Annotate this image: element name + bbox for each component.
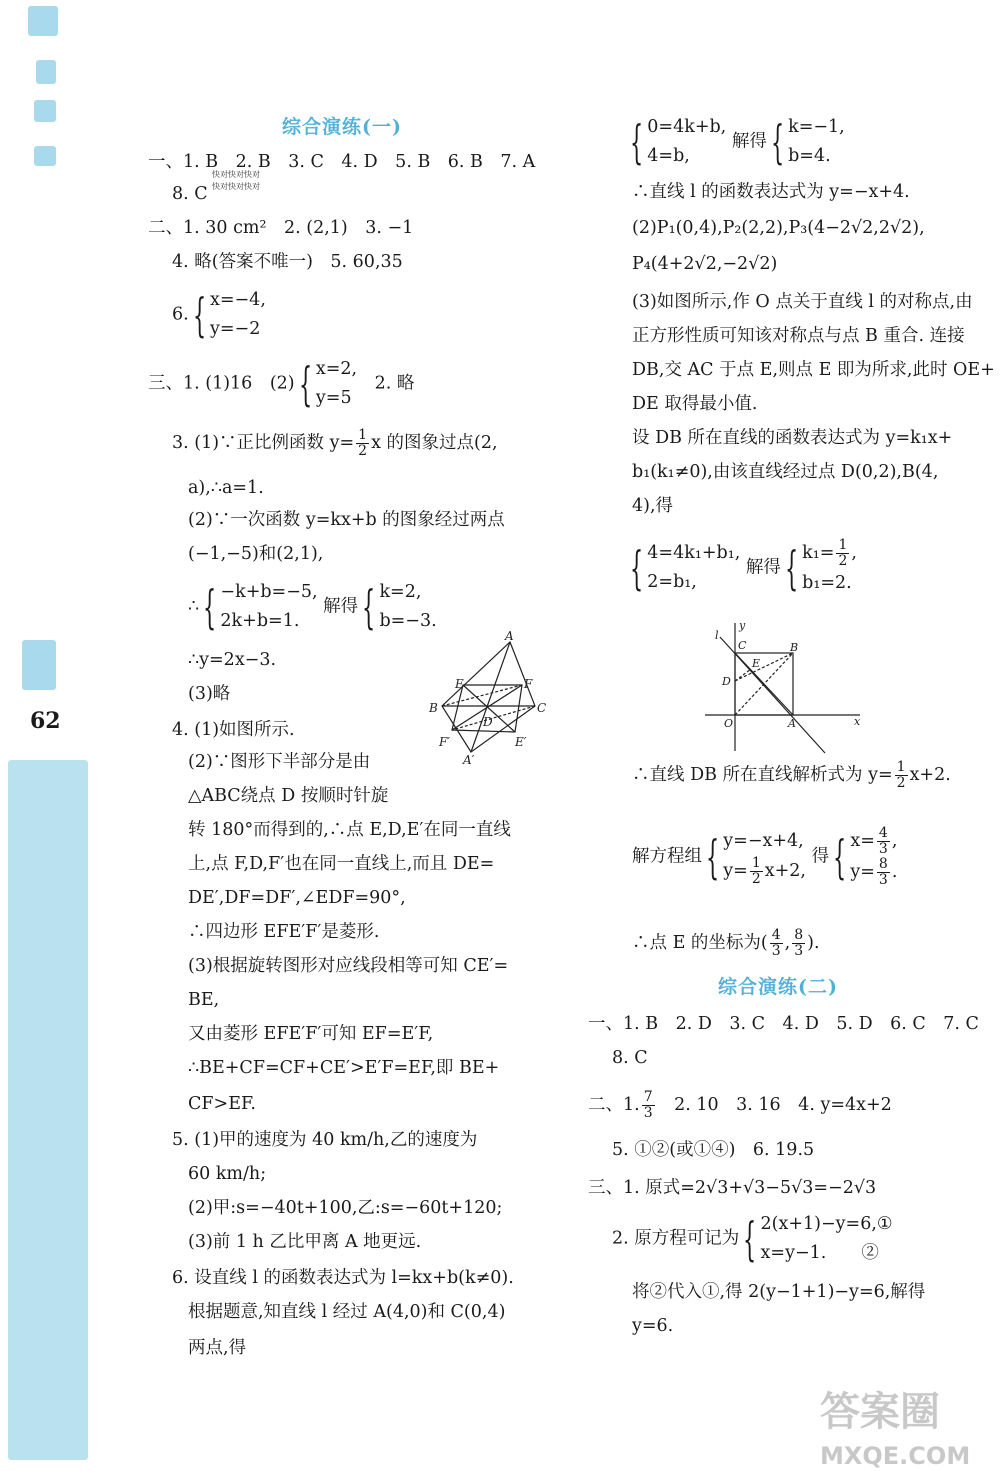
coordinate-figure bbox=[700, 615, 870, 755]
answer-line: 8. C bbox=[612, 1048, 648, 1068]
brace-icon: { bbox=[630, 541, 644, 595]
page-number: 62 bbox=[30, 708, 61, 734]
answer-line: ∴直线 l 的函数表达式为 y=−x+4. bbox=[632, 182, 910, 202]
stamp-text: 快对快对快对 bbox=[212, 170, 260, 179]
answer-line: 上,点 F,D,F′也在同一直线上,而且 DE= bbox=[188, 854, 495, 874]
margin-strip bbox=[28, 6, 58, 36]
answer-line: 又由菱形 EFE′F′可知 EF=E′F, bbox=[188, 1024, 434, 1044]
answer-line: (2)∵一次函数 y=kx+b 的图象经过两点 bbox=[188, 510, 505, 530]
margin-strip bbox=[36, 60, 56, 84]
answer-line: 将②代入①,得 2(y−1+1)−y=6,解得 bbox=[632, 1282, 926, 1302]
point-label: D bbox=[483, 715, 493, 729]
point-label: E bbox=[752, 657, 761, 670]
answer-line: (3)如图所示,作 O 点关于直线 l 的对称点,由 bbox=[632, 292, 973, 312]
answer-line: y=6. bbox=[632, 1316, 674, 1336]
answer-line: a),∴a=1. bbox=[188, 478, 264, 498]
answer-line: 三、1. 原式=2√3+√3−5√3=−2√3 bbox=[588, 1178, 877, 1198]
answer-line: 一、1. B 2. D 3. C 4. D 5. D 6. C 7. C bbox=[588, 1014, 979, 1034]
equation-system: 2. 原方程可记为{ 2(x+1)−y=6,① x=y−1. ② bbox=[612, 1212, 893, 1266]
fraction: $\frac{7}{3}$ bbox=[643, 1089, 653, 1121]
point-label: E bbox=[455, 677, 464, 691]
point-label: B bbox=[790, 641, 799, 654]
equation-system: { 4=4k₁+b₁, 2=b₁, 解得{ k₁= $\frac{1}{2}$ , b₁=2. bbox=[630, 537, 857, 595]
fraction: $\frac{8}{3}$ bbox=[794, 927, 804, 959]
answer-line: (2)P₁(0,4),P₂(2,2),P₃(4−2√2,2√2), bbox=[632, 218, 925, 238]
answer-line: (3)前 1 h 乙比甲离 A 地更远. bbox=[188, 1232, 422, 1252]
point-label: E′ bbox=[515, 735, 527, 749]
brace-icon: { bbox=[784, 541, 799, 595]
brace-icon: { bbox=[298, 357, 312, 411]
answer-line: DE 取得最小值. bbox=[632, 394, 758, 414]
answer-line: (3)根据旋转图形对应线段相等可知 CE′= bbox=[188, 956, 509, 976]
equation-system: 三、1. (1)16 (2){ x=2, y=5 2. 略 bbox=[148, 357, 415, 411]
fraction: $\frac{4}{3}$ bbox=[878, 825, 888, 857]
brace-icon: { bbox=[770, 115, 785, 169]
answer-line: 4. (1)如图所示. bbox=[172, 720, 295, 740]
point-label: F′ bbox=[439, 735, 451, 749]
answer-line: 60 km/h; bbox=[188, 1164, 267, 1184]
point-label: D bbox=[722, 675, 731, 688]
margin-strip bbox=[22, 640, 56, 690]
brace-icon: { bbox=[630, 115, 644, 169]
axis-label: y bbox=[739, 619, 746, 632]
fraction: $\frac{8}{3}$ bbox=[878, 856, 888, 888]
answer-line: BE, bbox=[188, 990, 220, 1010]
point-label: C bbox=[537, 701, 547, 715]
axis-label: x bbox=[854, 715, 861, 728]
answer-line: (2)甲:s=−40t+100,乙:s=−60t+120; bbox=[188, 1198, 503, 1218]
answer-line: △ABC绕点 D 按顺时针旋 bbox=[188, 786, 389, 806]
fraction: $\frac{1}{2}$ bbox=[896, 759, 906, 791]
answer-line: (−1,−5)和(2,1), bbox=[188, 544, 324, 564]
answer-line: ∴四边形 EFE′F′是菱形. bbox=[188, 922, 380, 942]
answer-line: DB,交 AC 于点 E,则点 E 即为所求,此时 OE+ bbox=[632, 360, 995, 380]
brace-icon: { bbox=[362, 580, 376, 634]
section-title: 综合演练(一) bbox=[282, 116, 402, 138]
answer-line: ∴点 E 的坐标为( $\frac{4}{3}$ , $\frac{8}{3}$ ). bbox=[632, 927, 820, 959]
fraction: $\frac{1}{2}$ bbox=[838, 537, 848, 569]
answer-line: 根据题意,知直线 l 经过 A(4,0)和 C(0,4) bbox=[188, 1302, 506, 1322]
answer-line: CF>EF. bbox=[188, 1094, 256, 1114]
answer-line: 两点,得 bbox=[188, 1338, 247, 1358]
brace-icon: { bbox=[833, 830, 847, 884]
line-label: l bbox=[715, 629, 719, 642]
answer-line: 二、1. $\frac{7}{3}$ 2. 10 3. 16 4. y=4x+2 bbox=[588, 1089, 892, 1121]
answer-line: (2)∵图形下半部分是由 bbox=[188, 752, 371, 772]
answer-line: (3)略 bbox=[188, 684, 231, 704]
equation-system: 6.{ x=−4, y=−2 bbox=[172, 288, 266, 342]
margin-strip bbox=[34, 146, 56, 166]
brace-icon: { bbox=[192, 288, 206, 342]
answer-line: 正方形性质可知该对称点与点 B 重合. 连接 bbox=[632, 326, 965, 346]
point-label: A′ bbox=[463, 753, 475, 765]
brace-icon: { bbox=[706, 830, 720, 884]
answer-line: b₁(k₁≠0),由该直线经过点 D(0,2),B(4, bbox=[632, 462, 939, 482]
answer-line: 5. ①②(或①④) 6. 19.5 bbox=[612, 1140, 815, 1160]
answer-line: 转 180°而得到的,∴点 E,D,E′在同一直线 bbox=[188, 820, 511, 840]
point-label: A bbox=[788, 717, 796, 730]
rhombus-figure bbox=[425, 630, 550, 765]
stamp-text: 快对快对快对 bbox=[212, 182, 260, 191]
answer-line: 6. 设直线 l 的函数表达式为 l=kx+b(k≠0). bbox=[172, 1268, 514, 1288]
answer-line: 3. (1)∵正比例函数 y= $\frac{1}{2}$ x 的图象过点(2, bbox=[172, 427, 498, 459]
answer-line: 8. C bbox=[172, 184, 208, 204]
point-label: B bbox=[429, 701, 438, 715]
point-label: F bbox=[524, 677, 533, 691]
equation-system: 解方程组{ y=−x+4, y= $\frac{1}{2}$ x+2, 得{ x= $\frac{4}{3}$ , y= $\frac{8}{3}$ . bbox=[632, 825, 898, 888]
margin-strip bbox=[34, 100, 56, 122]
answer-line: 二、1. 30 cm² 2. (2,1) 3. −1 bbox=[148, 218, 414, 238]
answer-line: 设 DB 所在直线的函数表达式为 y=k₁x+ bbox=[632, 428, 953, 448]
fraction: $\frac{1}{2}$ bbox=[751, 855, 761, 887]
answer-line: ∴BE+CF=CF+CE′>E′F=EF,即 BE+ bbox=[188, 1058, 500, 1078]
answer-line: ∴y=2x−3. bbox=[188, 650, 277, 670]
answer-line: ∴直线 DB 所在直线解析式为 y= $\frac{1}{2}$ x+2. bbox=[632, 759, 951, 791]
equation-system: { 0=4k+b, 4=b, 解得{ k=−1, b=4. bbox=[630, 115, 845, 169]
margin-strip bbox=[8, 760, 88, 1460]
answer-line: 4),得 bbox=[632, 496, 674, 516]
fraction: $\frac{1}{2}$ bbox=[358, 427, 368, 459]
answer-line: 5. (1)甲的速度为 40 km/h,乙的速度为 bbox=[172, 1130, 478, 1150]
answer-line: P₄(4+2√2,−2√2) bbox=[632, 254, 778, 274]
watermark: 答案圈 MXQE.COM bbox=[820, 1389, 971, 1470]
point-label: A bbox=[505, 630, 514, 643]
brace-icon: { bbox=[203, 580, 217, 634]
equation-system: ∴{ −k+b=−5, 2k+b=1. 解得{ k=2, b=−3. bbox=[188, 580, 437, 634]
brace-icon: { bbox=[743, 1212, 757, 1266]
answer-line: 4. 略(答案不唯一) 5. 60,35 bbox=[172, 252, 403, 272]
fraction: $\frac{4}{3}$ bbox=[771, 927, 781, 959]
answer-line: DE′,DF=DF′,∠EDF=90°, bbox=[188, 888, 406, 908]
answer-line: 一、1. B 2. B 3. C 4. D 5. B 6. B 7. A bbox=[148, 152, 536, 172]
point-label: C bbox=[738, 639, 747, 652]
point-label: O bbox=[724, 717, 734, 730]
section-title: 综合演练(二) bbox=[718, 976, 838, 998]
